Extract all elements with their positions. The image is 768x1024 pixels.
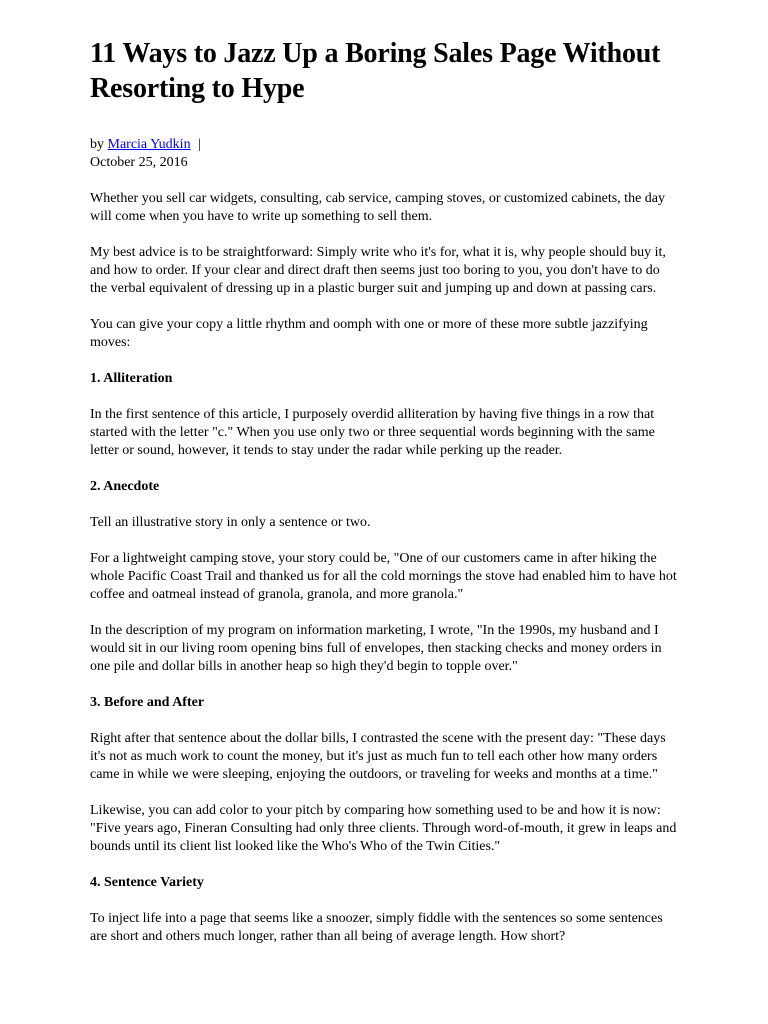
section-heading: 4. Sentence Variety <box>90 875 204 890</box>
paragraph: In the description of my program on information marketing, I wrote, "In the 1990s, my husband and I would sit in our living room opening bins full of envelopes, then stacking checks and money orders in one pile and dollar bills in another heap so high they'd begin to topple over." <box>90 623 662 674</box>
article <box>90 36 680 964</box>
byline <box>90 136 680 172</box>
paragraph: Whether you sell car widgets, consulting, cab service, camping stoves, or customized cabinets, the day will come when you have to write up something to sell them. <box>90 191 665 224</box>
byline-separator: | <box>198 137 201 152</box>
article-title: 11 Ways to Jazz Up a Boring Sales Page Without Resorting to Hype <box>90 38 661 104</box>
paragraph: Right after that sentence about the dollar bills, I contrasted the scene with the present day: "These days it's not as much work to count the money, but it's just as much fun to tell each other how many orders came in while we were sleeping, enjoying the outdoors, or traveling for weeks and months at a time." <box>90 731 666 782</box>
paragraph: You can give your copy a little rhythm and oomph with one or more of these more subtle jazzifying moves: <box>90 317 648 350</box>
author-link[interactable]: Marcia Yudkin <box>107 137 191 152</box>
paragraph: My best advice is to be straightforward: Simply write who it's for, what it is, why people should buy it, and how to order. If your clear and direct draft then seems just too boring to you, you don't have to do the verbal equivalent of dressing up in a plastic burger suit and jumping up and down at passing cars. <box>90 245 666 296</box>
paragraph: To inject life into a page that seems like a snoozer, simply fiddle with the sentences so some sentences are short and others much longer, rather than all being of average length. How short? <box>90 911 663 944</box>
section-heading: 2. Anecdote <box>90 479 160 494</box>
section-heading: 1. Alliteration <box>90 371 173 386</box>
section-heading: 3. Before and After <box>90 695 205 710</box>
paragraph: Likewise, you can add color to your pitch by comparing how something used to be and how it is now: "Five years ago, Fineran Consulting had only three clients. Through word-of-mouth, it grew in leaps and bounds until its client list looked like the Who's Who of the Twin Cities." <box>90 803 677 854</box>
paragraph: Tell an illustrative story in only a sentence or two. <box>90 515 371 530</box>
author-line <box>90 136 680 154</box>
paragraph: In the first sentence of this article, I purposely overdid alliteration by having five things in a row that started with the letter "c." When you use only two or three sequential words beginning with the same letter or sound, however, it tends to stay under the radar while perking up the reader. <box>90 407 655 458</box>
publish-date: October 25, 2016 <box>90 155 188 170</box>
article-body <box>90 190 680 946</box>
paragraph: For a lightweight camping stove, your story could be, "One of our customers came in after hiking the whole Pacific Coast Trail and thanked us for all the cold mornings the stove had enabled him to have hot coffee and oatmeal instead of granola, granola, and more granola." <box>90 551 677 602</box>
by-prefix: by <box>90 137 104 152</box>
